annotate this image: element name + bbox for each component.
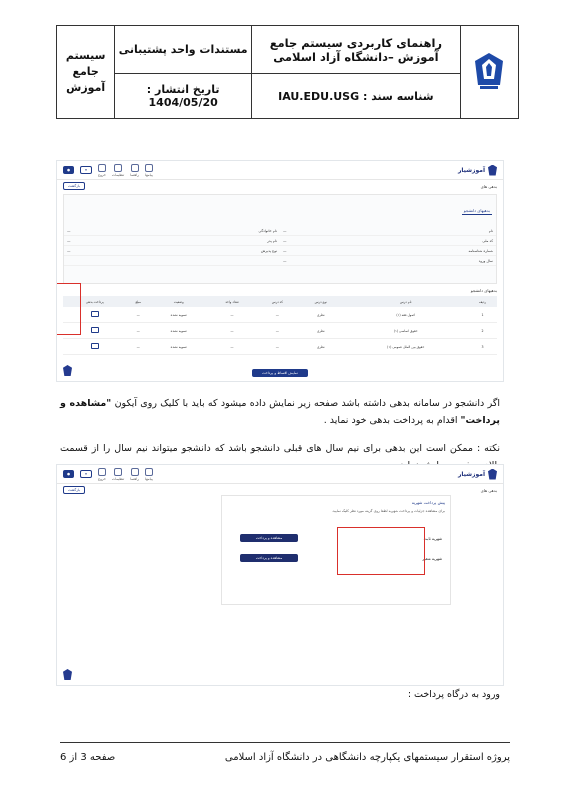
app-logo-icon [488,165,497,176]
debts-screenshot [56,160,504,382]
tool-logout[interactable] [98,164,106,177]
tool-settings[interactable]: تنظیمات [112,468,124,481]
app-subbar [57,180,503,192]
app-brand [458,469,497,480]
logout-icon [98,164,106,172]
help-icon [131,164,139,172]
app-logo-icon [488,469,497,480]
gear-icon [114,164,122,172]
system-line-1: سیستم [65,49,106,62]
card-title: پیش پرداخت شهریه [411,500,445,505]
col-row: ردیف [468,296,497,307]
app-tools [63,164,153,177]
col-units: تعداد واحد [207,296,256,307]
tool-logout[interactable]: خروج [98,468,106,481]
pay-fixed-button[interactable]: مشاهده و پرداخت [240,534,298,542]
app-footer [57,363,503,381]
publish-date: تاریخ انتشار : 1404/05/20 [115,74,252,119]
table-header-row [63,296,497,307]
paragraph-view-pay: اگر دانشجو در سامانه بدهی داشته باشد صفحه زیر نمایش داده میشود که باید با کلیک روی آیکون "مشاهده و پرداخت" اقدام به پرداخت بدهی خود نماید . [60,398,500,426]
system-line-2: جامع [72,65,99,78]
page-number: صفحه 3 از 6 [60,752,116,763]
info-national-id: کد ملی — [280,236,496,246]
col-course-name: نام درس [344,296,468,307]
table-row: 1 اصول فقه (۱) نظری — — تسویه نشده — [63,307,497,323]
col-course-kind: نوع درس [298,296,343,307]
info-empty [64,256,280,266]
col-amount: مبلغ [126,296,150,307]
tool-label: خروج [97,172,106,177]
info-admission-type: نوع پذیرش — [64,246,280,256]
tool-messages[interactable]: پیامها [145,468,153,481]
user-badge[interactable]: ● [63,166,74,174]
app-topbar [57,465,503,484]
highlight-pay-column [56,283,81,335]
message-icon [145,468,153,476]
variable-tuition-label: شهریه متغیر [422,556,442,561]
subbar-title: بدهی های [480,487,497,493]
header-system [57,26,115,119]
university-logo-cell [460,26,518,119]
debts-table [63,296,497,355]
document-header [56,25,519,119]
doc-id: شناسه سند : IAU.EDU.USG [252,74,461,119]
tool-label: پیامها [145,172,153,177]
info-first-name: نام — [280,226,496,236]
back-button[interactable]: بازگشت [63,486,85,494]
view-pay-icon[interactable] [91,327,99,333]
fixed-tuition-label: شهریه ثابت [423,536,442,541]
col-pay: پرداخت بدهی [63,296,126,307]
user-badge[interactable]: ● [63,470,74,478]
app-brand [458,165,497,176]
footer-logo [63,365,72,377]
card-note: برای مشاهده جزئیات و پرداخت شهریه لطفا روی گزینه مورد نظر کلیک نمایید. [331,509,445,513]
back-button[interactable]: بازگشت [63,182,85,190]
header-unit: مستندات واحد پشتیبانی [115,26,252,74]
tool-label: راهنما [130,172,139,177]
pay-variable-button[interactable]: مشاهده و پرداخت [240,554,298,562]
table-row: 2 حقوق اساسی (۱) نظری — — تسویه نشده — [63,323,497,339]
footer-logo-icon [63,365,72,376]
col-status: وضعیت [150,296,207,307]
view-pay-icon[interactable] [91,343,99,349]
semester-select[interactable]: ▾ [80,470,92,478]
subbar-title: بدهی های [480,183,497,189]
app-footer [57,667,503,685]
header-title: راهنمای کاربردی سیستم جامع آموزش –دانشگاه آزاد اسلامی [252,26,461,74]
footer-logo [63,669,72,681]
tool-settings[interactable] [112,164,124,177]
tool-help[interactable]: راهنما [130,468,139,481]
app-tools [63,468,153,481]
app-brand-name: آموزشیار [457,166,485,174]
system-line-3: آموزش [66,81,106,94]
semester-select[interactable]: ▾ [80,166,92,174]
payment-screenshot [56,464,504,686]
info-entry-year: سال ورود — [280,256,496,266]
tool-label: تنظیمات [111,172,125,177]
table-title: بدهیهای دانشجو [470,288,497,293]
message-icon [145,164,153,172]
footer-logo-icon [63,669,72,680]
gear-icon [114,468,122,476]
logout-icon [98,468,106,476]
app-brand-name: آموزشیار [457,470,485,478]
paragraph-note: نکته : ممکن است این بدهی برای نیم سال های قبلی دانشجو باشد که دانشجو میتواند نیم سال را از قسمت [60,443,500,454]
university-logo [472,51,506,91]
debts-table-wrap [63,296,497,355]
app-topbar [57,161,503,180]
highlight-pay-buttons [337,527,425,575]
student-info-grid [64,226,496,266]
help-icon [131,468,139,476]
project-name: پروژه استقرار سیستمهای یکپارچه دانشگاهی در دانشگاه آزاد اسلامی [224,752,510,763]
tab-student-debts[interactable]: بدهیهای دانشجو [463,208,490,213]
info-last-name: نام خانوادگی — [64,226,280,236]
installments-button[interactable]: نمایش اقساط و پرداخت [252,369,308,377]
tool-messages[interactable] [145,164,153,177]
col-course-code: کد درس [257,296,298,307]
student-info-panel [63,194,497,284]
table-row: 3 حقوق بین الملل عمومی (۱) نظری — — تسویه نشده — [63,339,497,355]
tool-help[interactable] [130,164,139,177]
page-footer [60,742,510,763]
view-pay-icon[interactable] [91,311,99,317]
info-father-name: نام پدر — [64,236,280,246]
paragraph-gateway: ورود به درگاه پرداخت : [407,689,500,700]
info-id-number: شماره شناسنامه — [280,246,496,256]
